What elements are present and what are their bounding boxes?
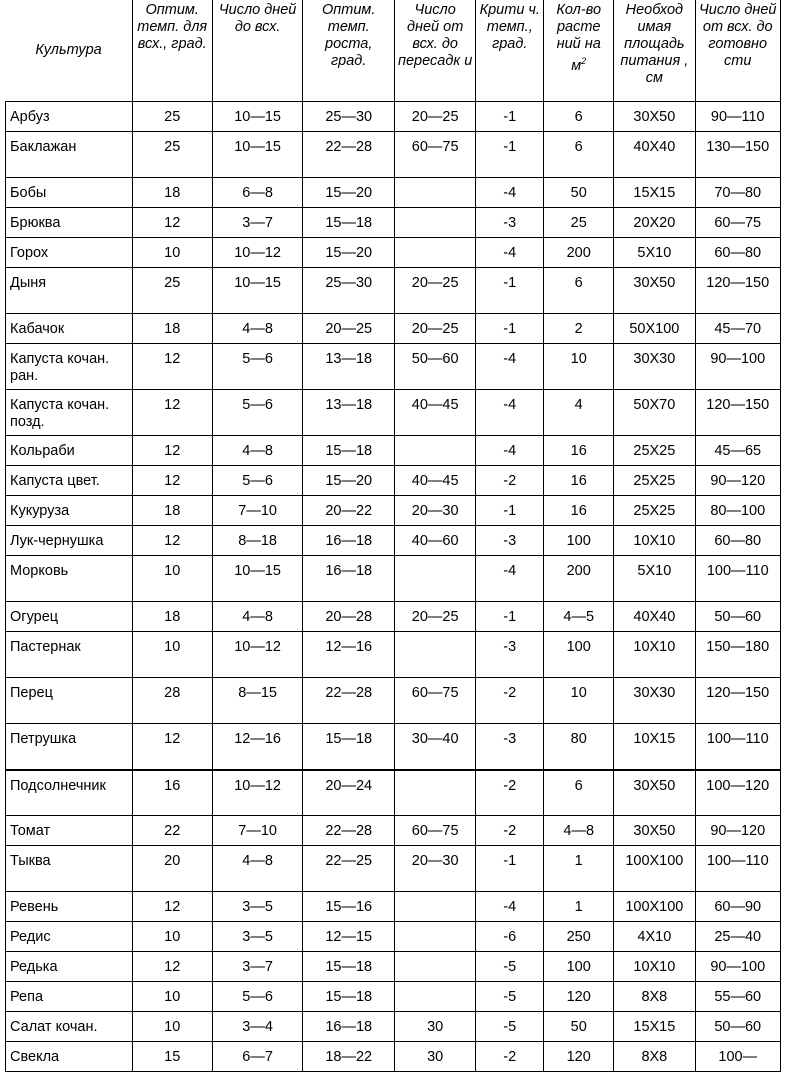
table-row: [6, 102, 781, 132]
cell-days-to-transplant: 60—75: [395, 816, 476, 846]
header-plants-per-m2-label: Кол-во расте ний на м: [556, 2, 602, 74]
cell-opt-temp-growth: 15—20: [303, 178, 395, 208]
cell-days-to-germ: 4—8: [212, 846, 303, 892]
cell-opt-temp-germ: 12: [132, 344, 212, 390]
cell-days-to-germ: 4—8: [212, 314, 303, 344]
cell-days-to-transplant: [395, 178, 476, 208]
cell-days-to-ready: 90—110: [695, 102, 781, 132]
cell-days-to-germ: 10—12: [212, 238, 303, 268]
cell-crop: Дыня: [6, 268, 133, 314]
cell-days-to-ready: 150—180: [695, 632, 781, 678]
cell-feeding-area: 30Х30: [614, 344, 695, 390]
cell-days-to-transplant: [395, 952, 476, 982]
cell-days-to-ready: 90—100: [695, 952, 781, 982]
header-feeding-area: Необход имая площадь питания , см: [614, 0, 695, 102]
cell-days-to-germ: 12—16: [212, 724, 303, 770]
cell-plants-per-m2: 80: [544, 724, 614, 770]
cell-feeding-area: 30Х50: [614, 770, 695, 816]
cell-opt-temp-germ: 10: [132, 1012, 212, 1042]
cell-crop: Кабачок: [6, 314, 133, 344]
cell-days-to-transplant: [395, 922, 476, 952]
cell-days-to-germ: 5—6: [212, 390, 303, 436]
cell-opt-temp-germ: 18: [132, 496, 212, 526]
cell-opt-temp-germ: 25: [132, 268, 212, 314]
cell-days-to-ready: 100—120: [695, 770, 781, 816]
cell-opt-temp-growth: 22—28: [303, 678, 395, 724]
cell-crop: Арбуз: [6, 102, 133, 132]
cell-crop: Тыква: [6, 846, 133, 892]
cell-opt-temp-growth: 18—22: [303, 1042, 395, 1072]
cell-days-to-transplant: 30: [395, 1012, 476, 1042]
header-opt-temp-germ: Оптим. темп. для всх., град.: [132, 0, 212, 102]
cell-plants-per-m2: 4—5: [544, 602, 614, 632]
table-row: [6, 982, 781, 1012]
cell-plants-per-m2: 2: [544, 314, 614, 344]
cell-days-to-germ: 3—5: [212, 892, 303, 922]
cell-days-to-ready: 45—65: [695, 436, 781, 466]
cell-opt-temp-growth: 15—18: [303, 436, 395, 466]
cell-feeding-area: 5Х10: [614, 556, 695, 602]
cell-days-to-transplant: [395, 982, 476, 1012]
cell-days-to-ready: 60—80: [695, 526, 781, 556]
cell-days-to-ready: 60—80: [695, 238, 781, 268]
cell-opt-temp-germ: 12: [132, 208, 212, 238]
table-row: [6, 390, 781, 436]
cell-days-to-germ: 8—15: [212, 678, 303, 724]
cell-days-to-transplant: [395, 556, 476, 602]
cell-days-to-transplant: 20—25: [395, 102, 476, 132]
table-row: [6, 556, 781, 602]
cell-days-to-transplant: [395, 632, 476, 678]
table-body: [6, 102, 781, 1072]
cell-days-to-ready: 60—75: [695, 208, 781, 238]
cell-plants-per-m2: 6: [544, 770, 614, 816]
cell-opt-temp-growth: 22—28: [303, 132, 395, 178]
cell-plants-per-m2: 1: [544, 892, 614, 922]
cell-feeding-area: 10Х10: [614, 952, 695, 982]
header-crop: Культура: [6, 0, 133, 102]
cell-plants-per-m2: 200: [544, 556, 614, 602]
cell-crop: Кольраби: [6, 436, 133, 466]
cell-opt-temp-germ: 10: [132, 922, 212, 952]
cell-feeding-area: 5Х10: [614, 238, 695, 268]
cell-days-to-ready: 100—110: [695, 724, 781, 770]
header-plants-per-m2-sup: 2: [581, 56, 587, 66]
cell-crop: Лук-чернушка: [6, 526, 133, 556]
cell-days-to-germ: 8—18: [212, 526, 303, 556]
table-row: [6, 846, 781, 892]
cell-opt-temp-germ: 12: [132, 390, 212, 436]
cell-days-to-ready: 100—110: [695, 556, 781, 602]
cell-days-to-germ: 7—10: [212, 496, 303, 526]
cell-crit-temp: -3: [476, 208, 544, 238]
cell-crop: Репа: [6, 982, 133, 1012]
cell-days-to-transplant: 40—45: [395, 466, 476, 496]
cell-crop: Ревень: [6, 892, 133, 922]
cell-days-to-transplant: 50—60: [395, 344, 476, 390]
cell-feeding-area: 4Х10: [614, 922, 695, 952]
cell-opt-temp-germ: 15: [132, 1042, 212, 1072]
cell-opt-temp-growth: 25—30: [303, 102, 395, 132]
cell-days-to-transplant: 20—30: [395, 846, 476, 892]
cell-opt-temp-growth: 15—18: [303, 952, 395, 982]
cell-feeding-area: 30Х30: [614, 678, 695, 724]
cell-opt-temp-germ: 12: [132, 526, 212, 556]
cell-crop: Редис: [6, 922, 133, 952]
cell-crit-temp: -3: [476, 526, 544, 556]
cell-plants-per-m2: 10: [544, 344, 614, 390]
table-row: [6, 816, 781, 846]
cell-days-to-ready: 120—150: [695, 678, 781, 724]
cell-opt-temp-growth: 15—20: [303, 238, 395, 268]
table-row: [6, 892, 781, 922]
cell-crop: Кукуруза: [6, 496, 133, 526]
cell-feeding-area: 10Х10: [614, 526, 695, 556]
cell-days-to-ready: 90—120: [695, 816, 781, 846]
cell-feeding-area: 30Х50: [614, 816, 695, 846]
cell-days-to-germ: 5—6: [212, 466, 303, 496]
cell-plants-per-m2: 16: [544, 466, 614, 496]
cell-days-to-ready: 100—110: [695, 846, 781, 892]
cell-crit-temp: -2: [476, 466, 544, 496]
cell-crop: Пастернак: [6, 632, 133, 678]
table-row: [6, 208, 781, 238]
cell-plants-per-m2: 6: [544, 268, 614, 314]
cell-opt-temp-germ: 12: [132, 892, 212, 922]
cell-days-to-transplant: 20—25: [395, 602, 476, 632]
cell-days-to-ready: 100—: [695, 1042, 781, 1072]
table-row: [6, 238, 781, 268]
cell-crop: Брюква: [6, 208, 133, 238]
cell-days-to-germ: 5—6: [212, 344, 303, 390]
cell-feeding-area: 15Х15: [614, 178, 695, 208]
cell-crit-temp: -2: [476, 678, 544, 724]
cell-plants-per-m2: 6: [544, 102, 614, 132]
cell-days-to-ready: 25—40: [695, 922, 781, 952]
cell-days-to-transplant: 20—25: [395, 314, 476, 344]
cell-days-to-transplant: [395, 770, 476, 816]
cell-crop: Томат: [6, 816, 133, 846]
cell-opt-temp-germ: 16: [132, 770, 212, 816]
cell-opt-temp-germ: 12: [132, 466, 212, 496]
cell-opt-temp-germ: 25: [132, 102, 212, 132]
cell-opt-temp-germ: 18: [132, 178, 212, 208]
cell-crit-temp: -4: [476, 390, 544, 436]
cell-opt-temp-growth: 13—18: [303, 390, 395, 436]
cell-days-to-transplant: 20—30: [395, 496, 476, 526]
cell-opt-temp-germ: 10: [132, 632, 212, 678]
cell-plants-per-m2: 25: [544, 208, 614, 238]
table-row: [6, 770, 781, 816]
cell-crop: Капуста кочан. ран.: [6, 344, 133, 390]
cell-opt-temp-germ: 12: [132, 724, 212, 770]
cell-days-to-germ: 10—15: [212, 268, 303, 314]
cell-crop: Подсолнечник: [6, 770, 133, 816]
table-row: [6, 436, 781, 466]
cell-crit-temp: -1: [476, 846, 544, 892]
header-crit-temp: Крити ч. темп., град.: [476, 0, 544, 102]
cell-crop: Петрушка: [6, 724, 133, 770]
table-row: [6, 678, 781, 724]
cell-opt-temp-germ: 18: [132, 602, 212, 632]
cell-plants-per-m2: 10: [544, 678, 614, 724]
table-row: [6, 314, 781, 344]
cell-crit-temp: -4: [476, 556, 544, 602]
cell-feeding-area: 100Х100: [614, 846, 695, 892]
table-row: [6, 466, 781, 496]
table-row: [6, 1042, 781, 1072]
cell-plants-per-m2: 4: [544, 390, 614, 436]
cell-feeding-area: 25Х25: [614, 496, 695, 526]
cell-crop: Морковь: [6, 556, 133, 602]
cell-crit-temp: -2: [476, 770, 544, 816]
cell-plants-per-m2: 120: [544, 982, 614, 1012]
cell-plants-per-m2: 4—8: [544, 816, 614, 846]
cell-opt-temp-growth: 15—18: [303, 982, 395, 1012]
cell-days-to-germ: 10—12: [212, 632, 303, 678]
cell-feeding-area: 100Х100: [614, 892, 695, 922]
table-row: [6, 632, 781, 678]
cell-days-to-transplant: 20—25: [395, 268, 476, 314]
cell-opt-temp-germ: 10: [132, 238, 212, 268]
cell-days-to-germ: 10—12: [212, 770, 303, 816]
cell-crit-temp: -1: [476, 602, 544, 632]
cell-opt-temp-growth: 25—30: [303, 268, 395, 314]
cell-opt-temp-growth: 15—18: [303, 724, 395, 770]
cell-feeding-area: 10Х10: [614, 632, 695, 678]
table-row: [6, 922, 781, 952]
cell-opt-temp-growth: 12—16: [303, 632, 395, 678]
header-days-to-transplant: Число дней от всх. до пересадк и: [395, 0, 476, 102]
cell-days-to-transplant: 40—45: [395, 390, 476, 436]
cell-feeding-area: 30Х50: [614, 268, 695, 314]
cell-opt-temp-germ: 22: [132, 816, 212, 846]
header-opt-temp-growth: Оптим. темп. роста, град.: [303, 0, 395, 102]
cell-days-to-germ: 4—8: [212, 436, 303, 466]
cell-opt-temp-growth: 16—18: [303, 526, 395, 556]
cell-plants-per-m2: 16: [544, 496, 614, 526]
cell-days-to-germ: 7—10: [212, 816, 303, 846]
cell-days-to-germ: 3—4: [212, 1012, 303, 1042]
cell-days-to-ready: 90—120: [695, 466, 781, 496]
cell-plants-per-m2: 100: [544, 526, 614, 556]
cell-crit-temp: -3: [476, 632, 544, 678]
cell-days-to-transplant: 60—75: [395, 678, 476, 724]
cell-days-to-ready: 60—90: [695, 892, 781, 922]
cell-crit-temp: -2: [476, 1042, 544, 1072]
table-row: [6, 602, 781, 632]
cell-days-to-germ: 3—5: [212, 922, 303, 952]
cell-crop: Редька: [6, 952, 133, 982]
cell-crit-temp: -4: [476, 436, 544, 466]
cell-crit-temp: -5: [476, 1012, 544, 1042]
cell-opt-temp-germ: 12: [132, 952, 212, 982]
cell-crop: Огурец: [6, 602, 133, 632]
cell-days-to-transplant: [395, 238, 476, 268]
cell-days-to-ready: 50—60: [695, 1012, 781, 1042]
cell-plants-per-m2: 200: [544, 238, 614, 268]
cell-crit-temp: -1: [476, 314, 544, 344]
cell-crop: Баклажан: [6, 132, 133, 178]
cell-days-to-germ: 3—7: [212, 952, 303, 982]
cell-crit-temp: -1: [476, 102, 544, 132]
cell-plants-per-m2: 120: [544, 1042, 614, 1072]
cell-feeding-area: 25Х25: [614, 466, 695, 496]
cell-plants-per-m2: 6: [544, 132, 614, 178]
cell-opt-temp-growth: 16—18: [303, 1012, 395, 1042]
cell-crit-temp: -1: [476, 132, 544, 178]
cell-opt-temp-germ: 25: [132, 132, 212, 178]
cell-feeding-area: 10Х15: [614, 724, 695, 770]
cell-days-to-transplant: 30: [395, 1042, 476, 1072]
cell-plants-per-m2: 1: [544, 846, 614, 892]
cell-days-to-ready: 45—70: [695, 314, 781, 344]
cell-days-to-ready: 55—60: [695, 982, 781, 1012]
header-plants-per-m2: [544, 0, 614, 102]
cell-days-to-germ: 6—8: [212, 178, 303, 208]
cell-days-to-ready: 90—100: [695, 344, 781, 390]
cell-opt-temp-growth: 20—24: [303, 770, 395, 816]
cell-days-to-transplant: [395, 436, 476, 466]
cell-opt-temp-growth: 20—25: [303, 314, 395, 344]
cell-feeding-area: 8Х8: [614, 982, 695, 1012]
cell-plants-per-m2: 50: [544, 178, 614, 208]
table-row: [6, 496, 781, 526]
cell-crop: Горох: [6, 238, 133, 268]
cell-feeding-area: 50Х100: [614, 314, 695, 344]
cell-days-to-germ: 6—7: [212, 1042, 303, 1072]
table-row: [6, 526, 781, 556]
table-row: [6, 344, 781, 390]
cell-opt-temp-growth: 15—16: [303, 892, 395, 922]
cell-opt-temp-growth: 22—25: [303, 846, 395, 892]
cell-opt-temp-growth: 12—15: [303, 922, 395, 952]
cell-crit-temp: -1: [476, 268, 544, 314]
cell-opt-temp-growth: 15—20: [303, 466, 395, 496]
cell-days-to-ready: 70—80: [695, 178, 781, 208]
cell-opt-temp-germ: 18: [132, 314, 212, 344]
cell-plants-per-m2: 100: [544, 952, 614, 982]
cell-feeding-area: 30Х50: [614, 102, 695, 132]
cell-opt-temp-growth: 20—22: [303, 496, 395, 526]
cell-days-to-transplant: 40—60: [395, 526, 476, 556]
cell-days-to-germ: 4—8: [212, 602, 303, 632]
cell-crop: Капуста кочан. позд.: [6, 390, 133, 436]
header-days-to-ready: Число дней от всх. до готовно сти: [695, 0, 781, 102]
cell-plants-per-m2: 50: [544, 1012, 614, 1042]
cell-crit-temp: -6: [476, 922, 544, 952]
cell-days-to-transplant: 30—40: [395, 724, 476, 770]
cell-opt-temp-growth: 16—18: [303, 556, 395, 602]
cell-days-to-ready: 120—150: [695, 390, 781, 436]
crop-table: [5, 0, 781, 1072]
cell-crit-temp: -3: [476, 724, 544, 770]
cell-crop: Бобы: [6, 178, 133, 208]
cell-days-to-transplant: [395, 208, 476, 238]
cell-opt-temp-germ: 10: [132, 982, 212, 1012]
cell-crit-temp: -4: [476, 178, 544, 208]
cell-days-to-ready: 130—150: [695, 132, 781, 178]
cell-opt-temp-growth: 15—18: [303, 208, 395, 238]
cell-days-to-transplant: 60—75: [395, 132, 476, 178]
cell-crit-temp: -5: [476, 952, 544, 982]
cell-days-to-ready: 50—60: [695, 602, 781, 632]
cell-opt-temp-growth: 22—28: [303, 816, 395, 846]
cell-days-to-germ: 10—15: [212, 102, 303, 132]
cell-plants-per-m2: 16: [544, 436, 614, 466]
table-row: [6, 178, 781, 208]
table-row: [6, 1012, 781, 1042]
cell-crit-temp: -4: [476, 344, 544, 390]
cell-feeding-area: 20Х20: [614, 208, 695, 238]
cell-days-to-ready: 80—100: [695, 496, 781, 526]
cell-opt-temp-germ: 20: [132, 846, 212, 892]
cell-opt-temp-growth: 13—18: [303, 344, 395, 390]
cell-feeding-area: 50Х70: [614, 390, 695, 436]
cell-days-to-ready: 120—150: [695, 268, 781, 314]
cell-days-to-germ: 5—6: [212, 982, 303, 1012]
header-days-to-germ: Число дней до всх.: [212, 0, 303, 102]
cell-opt-temp-growth: 20—28: [303, 602, 395, 632]
cell-days-to-germ: 10—15: [212, 132, 303, 178]
header-row: [6, 0, 781, 102]
cell-days-to-transplant: [395, 892, 476, 922]
cell-crop: Капуста цвет.: [6, 466, 133, 496]
table-row: [6, 132, 781, 178]
table-row: [6, 724, 781, 770]
cell-opt-temp-germ: 10: [132, 556, 212, 602]
cell-crop: Свекла: [6, 1042, 133, 1072]
cell-crop: Перец: [6, 678, 133, 724]
cell-days-to-germ: 10—15: [212, 556, 303, 602]
cell-plants-per-m2: 100: [544, 632, 614, 678]
cell-crop: Салат кочан.: [6, 1012, 133, 1042]
cell-days-to-germ: 3—7: [212, 208, 303, 238]
cell-plants-per-m2: 250: [544, 922, 614, 952]
cell-crit-temp: -1: [476, 496, 544, 526]
cell-opt-temp-germ: 12: [132, 436, 212, 466]
cell-opt-temp-germ: 28: [132, 678, 212, 724]
cell-feeding-area: 8Х8: [614, 1042, 695, 1072]
cell-crit-temp: -5: [476, 982, 544, 1012]
cell-crit-temp: -2: [476, 816, 544, 846]
cell-feeding-area: 40Х40: [614, 602, 695, 632]
cell-feeding-area: 15Х15: [614, 1012, 695, 1042]
cell-crit-temp: -4: [476, 238, 544, 268]
table-row: [6, 952, 781, 982]
cell-feeding-area: 40Х40: [614, 132, 695, 178]
table-row: [6, 268, 781, 314]
cell-feeding-area: 25Х25: [614, 436, 695, 466]
cell-crit-temp: -4: [476, 892, 544, 922]
